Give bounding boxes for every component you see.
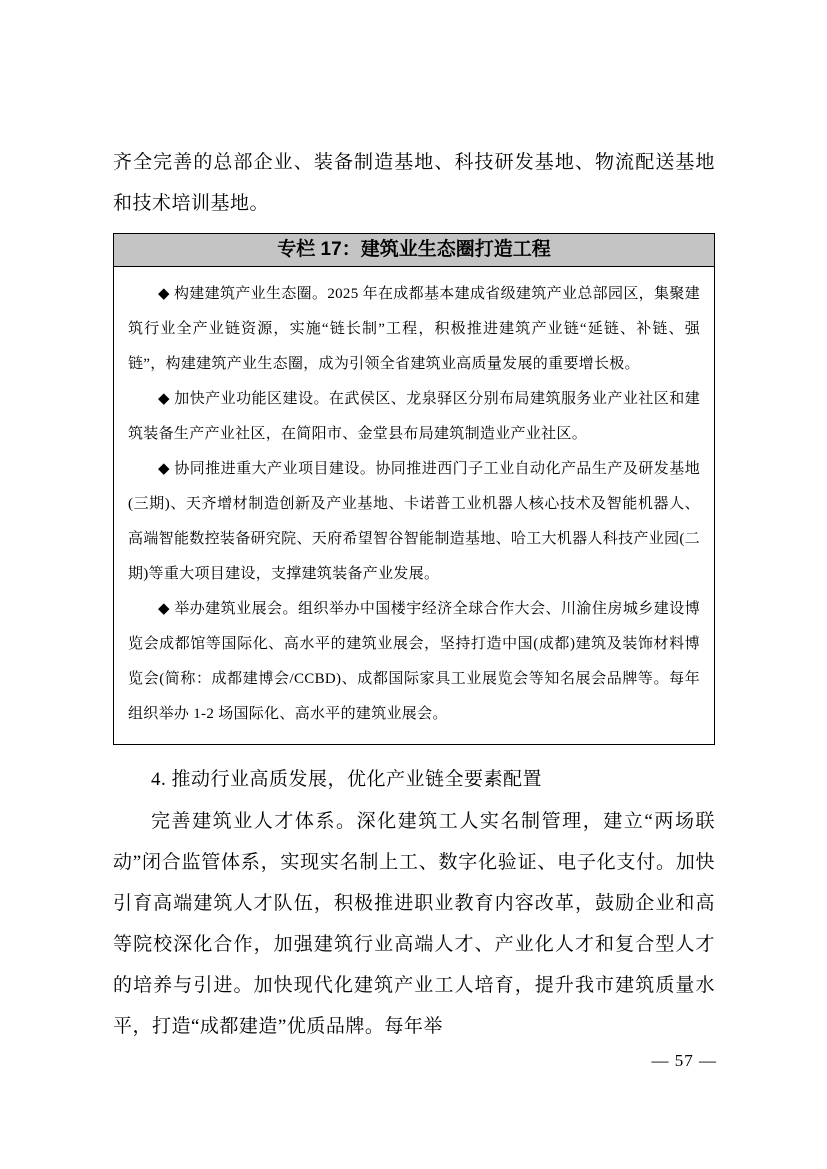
panel-item-1: ◆ 构建建筑产业生态圈。2025 年在成都基本建成省级建筑产业总部园区，集聚建筑行业全产业链资源，实施“链长制”工程，积极推进建筑产业链“延链、补链、强链”，构建建筑产业生态圈，成为引领全省建筑业高质量发展的重要增长极。	[128, 286, 700, 372]
page-content	[113, 142, 715, 1047]
panel-body	[114, 267, 714, 744]
panel-item-3: ◆ 协同推进重大产业项目建设。协同推进西门子工业自动化产品生产及研发基地(三期)、天齐增材制造创新及产业基地、卡诺普工业机器人核心技术及智能机器人、高端智能数控装备研究院、天府希望智谷智能制造基地、哈工大机器人科技产业园(二期)等重大项目建设，支撑建筑装备产业发展。	[128, 461, 700, 582]
panel-item-2: ◆ 加快产业功能区建设。在武侯区、龙泉驿区分别布局建筑服务业产业社区和建筑装备生产产业社区，在简阳市、金堂县布局建筑制造业产业社区。	[128, 391, 700, 442]
panel-title: 专栏 17：建筑业生态圈打造工程	[114, 234, 714, 267]
panel-box	[113, 233, 715, 745]
page-number: — 57 —	[651, 1051, 717, 1070]
panel-item-4: ◆ 举办建筑业展会。组织举办中国楼宇经济全球合作大会、川渝住房城乡建设博览会成都馆等国际化、高水平的建筑业展会，坚持打造中国(成都)建筑及装饰材料博览会(简称：成都建博会/CCBD)、成都国际家具工业展览会等知名展会品牌等。每年组织举办 1-2 场国际化、高水平的建筑业展会。	[128, 601, 700, 722]
intro-paragraph: 齐全完善的总部企业、装备制造基地、科技研发基地、物流配送基地和技术培训基地。	[113, 152, 715, 214]
body-paragraph: 完善建筑业人才体系。深化建筑工人实名制管理，建立“两场联动”闭合监管体系，实现实名制上工、数字化验证、电子化支付。加快引育高端建筑人才队伍，积极推进职业教育内容改革，鼓励企业和高等院校深化合作，加强建筑行业高端人才、产业化人才和复合型人才的培养与引进。加快现代化建筑产业工人培育，提升我市建筑质量水平，打造“成都建造”优质品牌。每年举	[113, 811, 715, 1037]
section-heading: 4. 推动行业高质发展，优化产业链全要素配置	[151, 769, 543, 790]
